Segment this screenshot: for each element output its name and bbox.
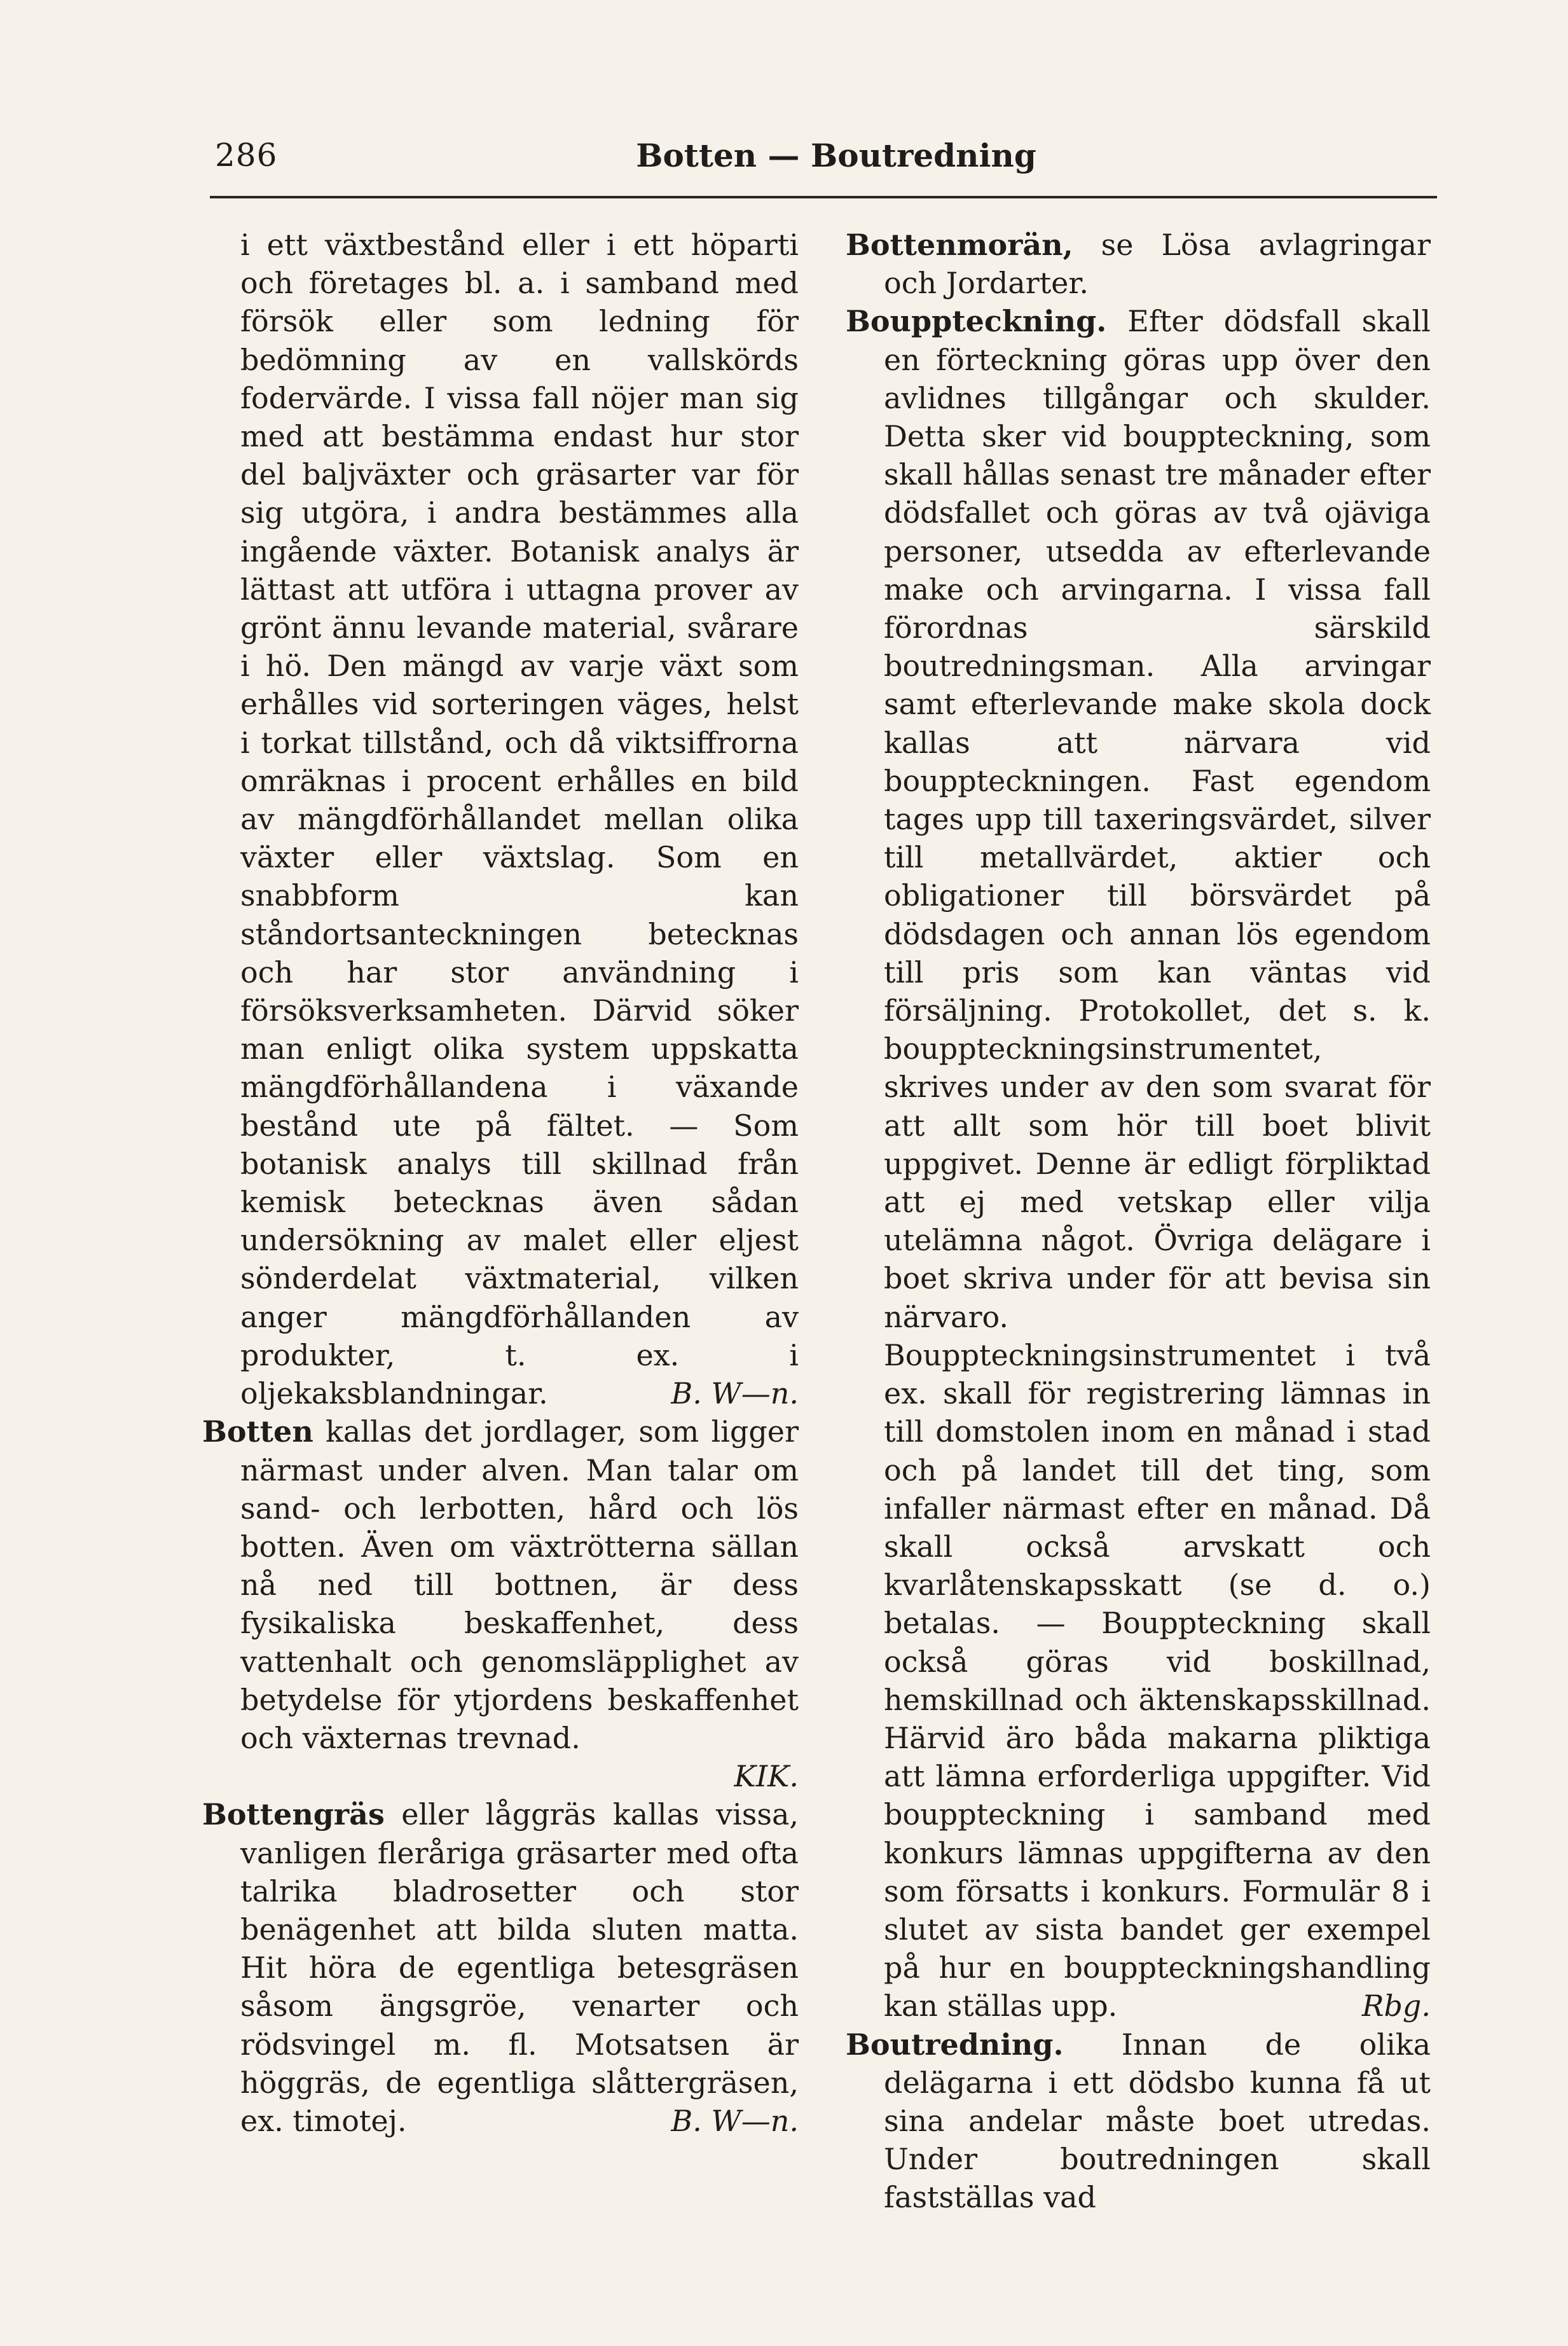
entry-boutredning <box>846 2025 1431 2217</box>
entry-signature: B. W—n. <box>671 2103 799 2138</box>
entry-headword: Boutredning. <box>846 2027 1064 2062</box>
page-header <box>210 137 1437 175</box>
entry-text: eller låggräs kallas vissa, vanligen fleråriga gräsarter med ofta talrika bladrosetter och stor benägenhet att bilda sluten matta. Hit höra de egentliga betesgräsen såsom ängsgröe, venarter och rödsvingel m. fl. Motsatsen är höggräs, de egentliga slåttergräsen, ex. timotej. <box>240 1797 799 2138</box>
entry-text: se Lösa avlagringar och Jordarter. <box>884 228 1431 301</box>
page-number: 286 <box>215 137 278 174</box>
right-column <box>846 226 1431 2217</box>
entry-text: Innan de olika delägarna i ett dödsbo kunna få ut sina andelar måste boet utredas. Under boutredningen skall fastställas vad <box>884 2027 1431 2215</box>
entry-text: Efter dödsfall skall en förteckning göras upp över den avlidnes tillgångar och skulder. Detta sker vid bouppteckning, som skall hållas senast tre månader efter dödsfallet och göras av två ojäviga personer, utsedda av efterlevande make och arvingarna. I vissa fall förordnas särskild boutredningsman. Alla arvingar samt efterlevande make skola dock kallas att närvara vid bouppteckningen. Fast egendom tages upp till taxeringsvärdet, silver till metallvärdet, aktier och obligationer till börsvärdet på dödsdagen och annan lös egendom till pris som kan väntas vid försäljning. Protokollet, det s. k. bouppteckningsinstrumentet, skrives under av den som svarat för att allt som hör till boet blivit uppgivet. Denne är edligt förpliktad att ej med vetskap eller vilja utelämna något. Övriga delägare i boet skriva under för att bevisa sin närvaro. Bouppteckningsinstrumentet i två ex. skall för registrering lämnas in till domstolen inom en månad i stad och på landet till det ting, som infaller närmast efter en månad. Då skall också arvskatt och kvarlåtenskapsskatt (se d. o.) betalas. — Bouppteckning skall också göras vid boskillnad, hemskillnad och äktenskapsskillnad. Härvid äro båda makarna pliktiga att lämna erforderliga uppgifter. Vid bouppteckning i samband med konkurs lämnas uppgifterna av den som försatts i konkurs. Formulär 8 i slutet av sista bandet ger exempel på hur en bouppteckningshandling kan ställas upp. <box>884 304 1431 2024</box>
entry-signature: B. W—n. <box>671 1376 799 1411</box>
entry-bottenmoran <box>846 226 1431 302</box>
entry-headword: Bottengräs <box>202 1797 385 1832</box>
entry-text: i ett växtbestånd eller i ett höparti och företages bl. a. i samband med försök eller som ledning för bedömning av en vallskörds fodervärde. I vissa fall nöjer man sig med att bestämma endast hur stor del baljväxter och gräsarter var för sig utgöra, i andra bestämmes alla ingående växter. Botanisk analys är lättast att utföra i uttagna prover av grönt ännu levande material, svårare i hö. Den mängd av varje växt som erhålles vid sorteringen väges, helst i torkat tillstånd, och då viktsiffrorna omräknas i procent erhålles en bild av mängdförhållandet mellan olika växter eller växtslag. Som en snabbform kan ståndortsanteckningen betecknas och har stor användning i försöksverksamheten. Därvid söker man enligt olika system uppskatta mängdförhållandena i växande bestånd ute på fältet. — Som botanisk analys till skillnad från kemisk betecknas även sådan undersökning av malet eller eljest sönderdelat växtmaterial, vilken anger mängdförhållanden av produkter, t. ex. i oljekaksblandningar. <box>240 228 799 1411</box>
entry-text: kallas det jordlager, som ligger närmast under alven. Man talar om sand- och lerbotten, hård och lös botten. Även om växtrötterna sällan nå ned till bottnen, är dess fysikaliska beskaffenhet, dess vattenhalt och genomsläpplighet av betydelse för ytjordens beskaffenhet och växternas trevnad. <box>240 1414 799 1755</box>
entry-headword: Botten <box>202 1414 313 1449</box>
entry-bottengras <box>202 1795 799 2140</box>
entry-botten <box>202 1412 799 1795</box>
entry-headword: Bouppteckning. <box>846 304 1107 339</box>
running-head: Botten — Boutredning <box>636 137 1036 174</box>
entry-bouppteckning <box>846 302 1431 2025</box>
left-column <box>202 226 799 2140</box>
entry-signature: Rbg. <box>1361 1989 1431 2024</box>
header-rule <box>210 196 1437 198</box>
entry-signature: KIK. <box>734 1759 799 1794</box>
continued-entry <box>202 226 799 1412</box>
entry-headword: Bottenmorän, <box>846 228 1073 262</box>
